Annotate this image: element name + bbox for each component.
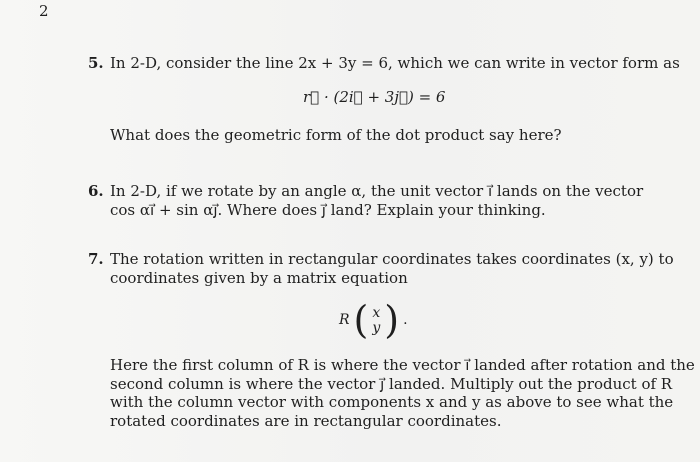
problem-text-line: In 2-D, consider the line 2x + 3y = 6, which we can write in vector form as	[110, 54, 680, 72]
vector-top-entry: x	[372, 305, 381, 322]
matrix-period: .	[403, 312, 408, 328]
problem-number: 7.	[88, 250, 104, 268]
problem-text-line: second column is where the vector j⃗ landed. Multiply out the product of R	[110, 374, 673, 393]
problem-body	[110, 250, 674, 287]
problem-number: 5.	[88, 54, 104, 72]
problem-body	[110, 54, 680, 73]
problem-text-line: The rotation written in rectangular coordinates takes coordinates (x, y) to	[110, 250, 674, 268]
problem-text-line: What does the geometric form of the dot product say here?	[110, 126, 562, 144]
left-parenthesis: (	[353, 298, 369, 342]
problem-text-line: cos αi⃗ + sin αj⃗. Where does j⃗ land? Explain your thinking.	[110, 200, 546, 219]
problem-text-line: rotated coordinates are in rectangular coordinates.	[110, 411, 502, 430]
problem-body	[110, 182, 658, 219]
problem-text-line: with the column vector with components x and y as above to see what the	[110, 393, 674, 412]
problem-body	[110, 126, 658, 145]
problem-text-line: In 2-D, if we rotate by an angle α, the unit vector i⃗ lands on the vector	[110, 182, 644, 200]
column-vector	[372, 306, 380, 335]
problem-body	[110, 356, 695, 430]
problem-text-line: Here the first column of R is where the vector i⃗ landed after rotation and the	[110, 356, 695, 374]
right-parenthesis: )	[384, 298, 400, 342]
matrix-expression	[339, 298, 408, 342]
matrix-label: R	[339, 312, 350, 328]
problem-number: 6.	[88, 182, 104, 200]
vector-bottom-entry: y	[372, 320, 381, 336]
problem-text-line: coordinates given by a matrix equation	[110, 268, 408, 287]
matrix-equation	[339, 298, 408, 342]
page-number: 2	[39, 2, 49, 20]
problem-5-equation: r⃗ · (2i⃗ + 3j⃗) = 6	[303, 88, 446, 106]
